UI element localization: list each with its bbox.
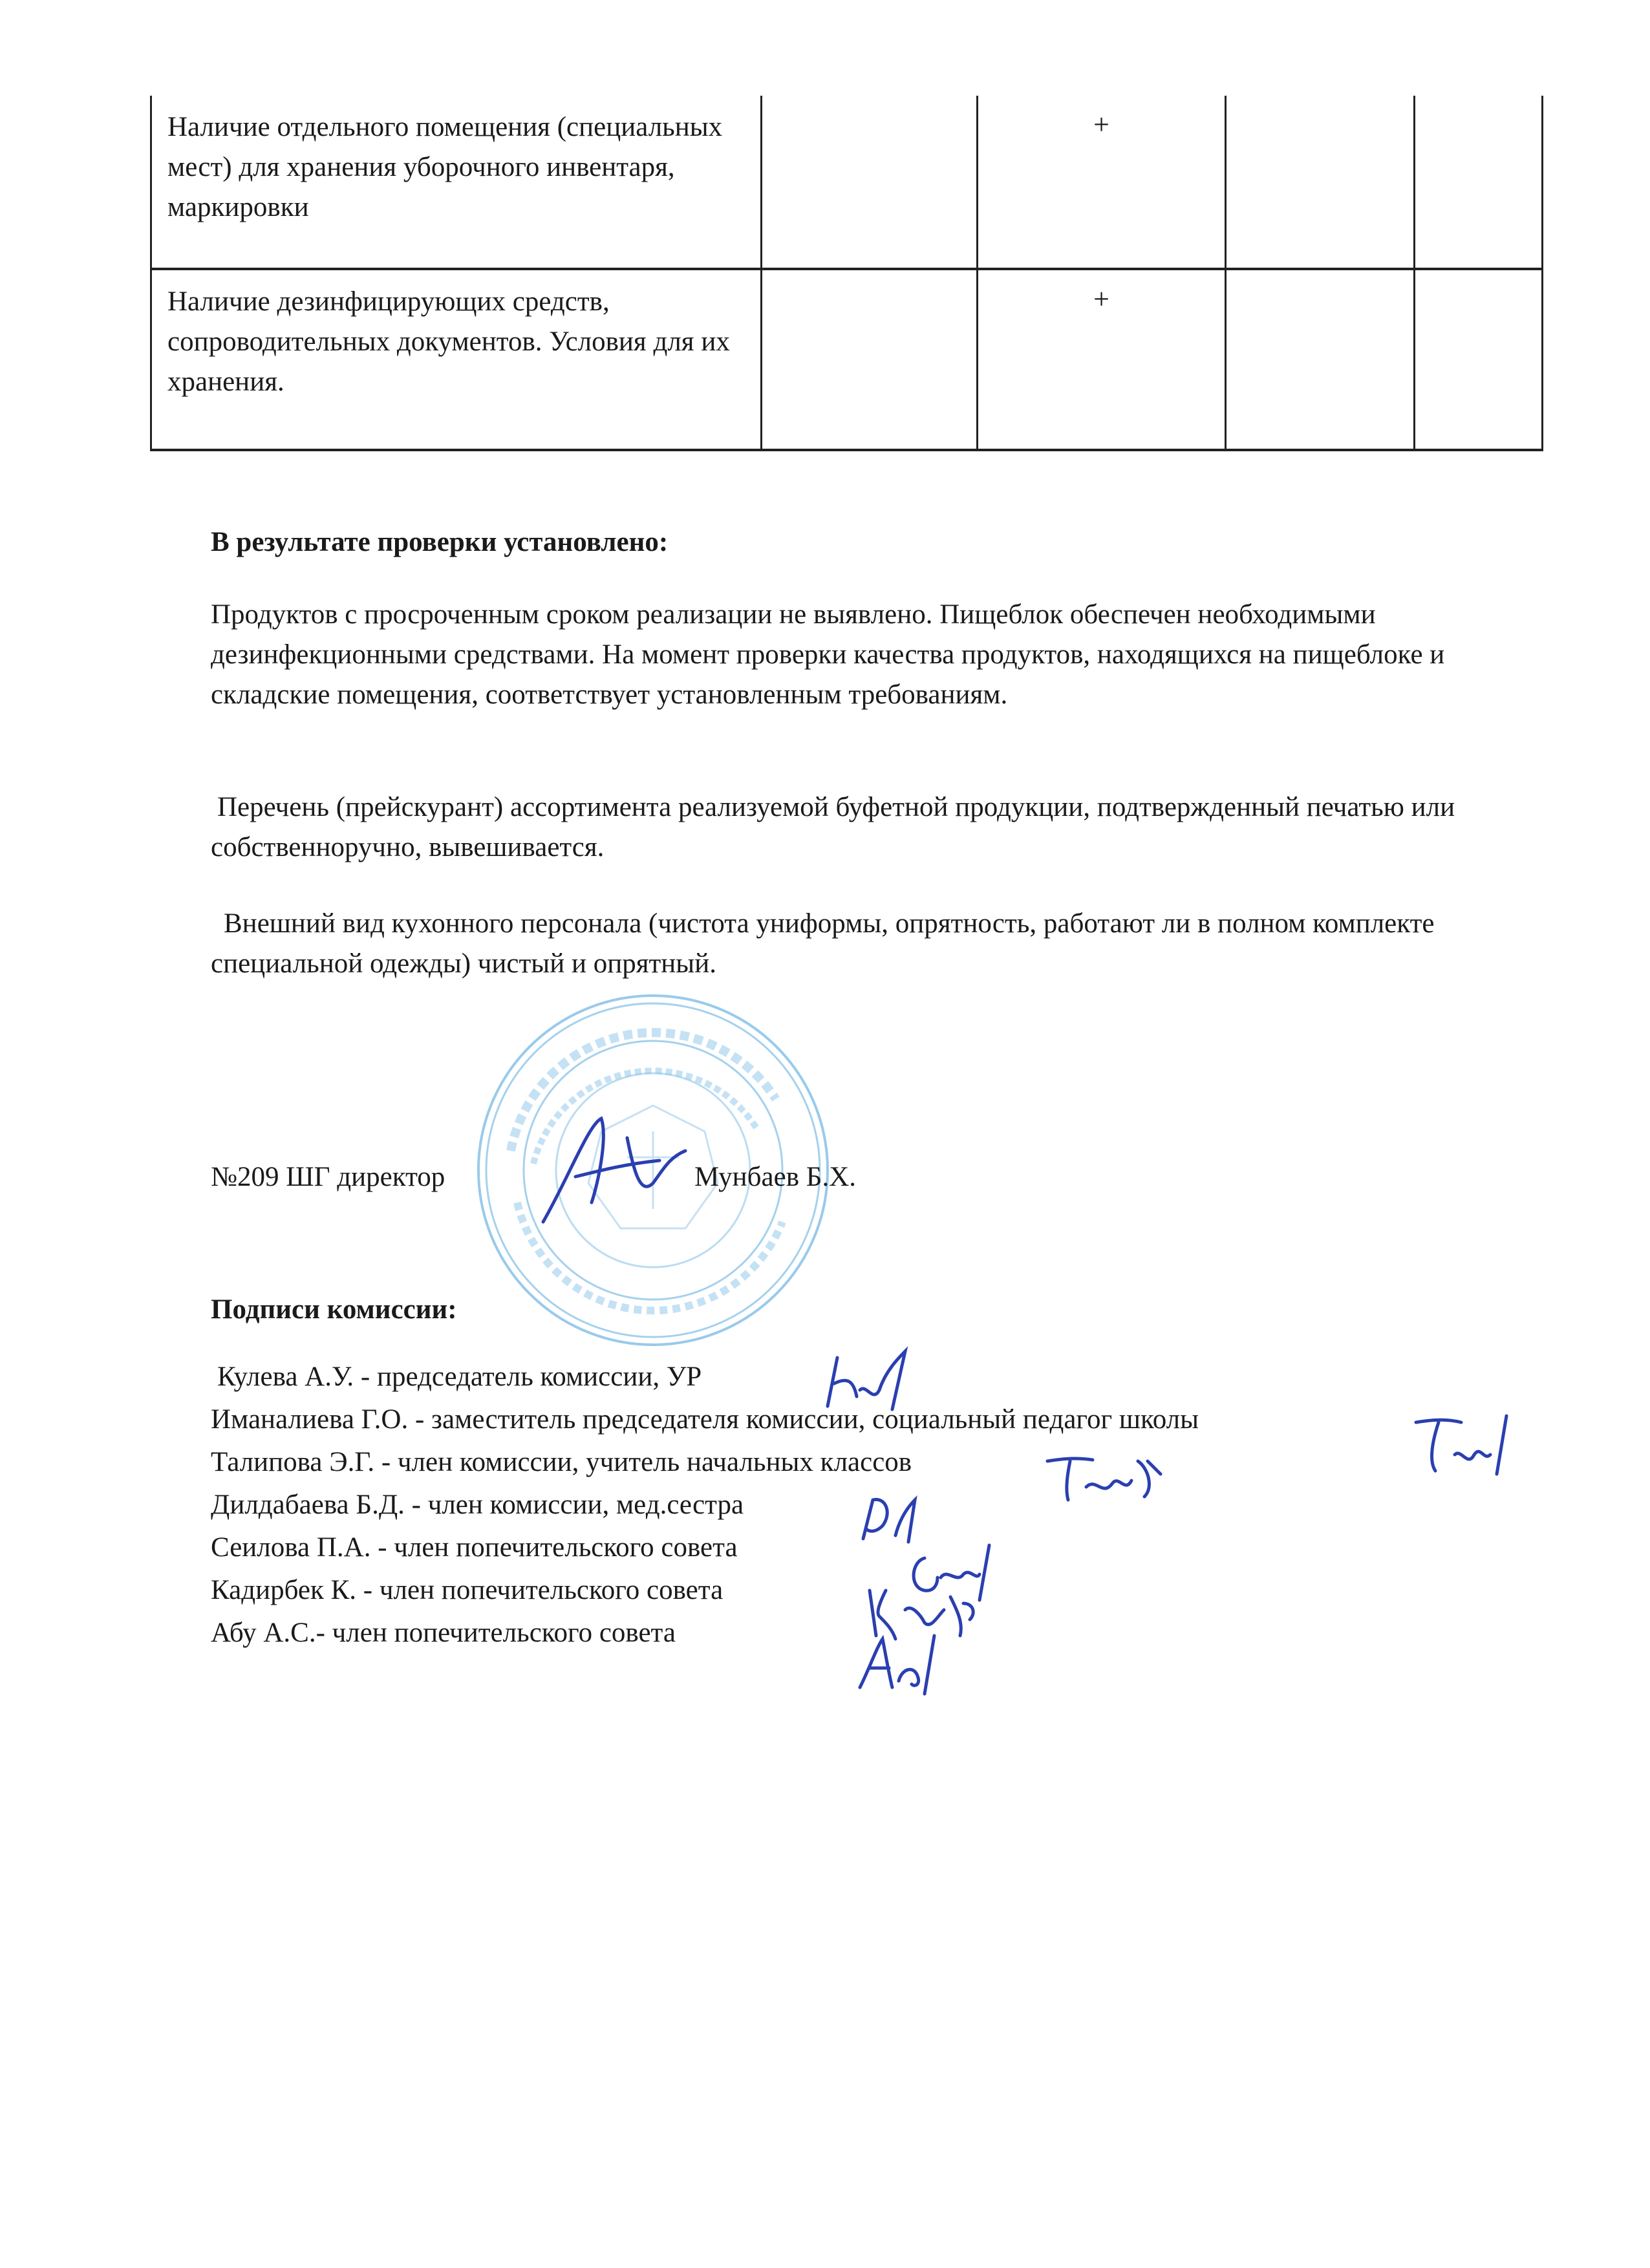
- empty-cell: [1415, 96, 1543, 269]
- result-heading: В результате проверки установлено:: [211, 527, 669, 557]
- table-row: [151, 269, 1543, 450]
- mark-cell: [978, 96, 1226, 269]
- member-signature: [1041, 1448, 1164, 1506]
- member-signature: [853, 1629, 944, 1700]
- empty-cell: [762, 269, 978, 450]
- member-signature: [1409, 1409, 1519, 1481]
- empty-cell: [1415, 269, 1543, 450]
- director-name: Мунбаев Б.Х.: [694, 1162, 857, 1192]
- plus-mark: +: [1093, 283, 1109, 315]
- commission-member: Дилдабаева Б.Д. - член комиссии, мед.сестра: [211, 1490, 744, 1520]
- empty-cell: [762, 96, 978, 269]
- mark-cell: [978, 269, 1226, 450]
- criterion-cell: [151, 269, 762, 450]
- commission-member: Сеилова П.А. - член попечительского совета: [211, 1532, 738, 1563]
- empty-cell: [1226, 269, 1415, 450]
- empty-cell: [1226, 96, 1415, 269]
- commission-member: Кадирбек К. - член попечительского совета: [211, 1575, 723, 1605]
- director-signature: [530, 1099, 698, 1235]
- member-signature: [853, 1487, 925, 1545]
- criterion-text: Наличие дезинфицирующих средств, сопроводительных документов. Условия для их хранения.: [167, 286, 730, 397]
- plus-mark: +: [1093, 109, 1109, 140]
- commission-member: Абу А.С.- член попечительского совета: [211, 1618, 676, 1648]
- inspection-table: [150, 96, 1543, 451]
- table-row: [151, 96, 1543, 269]
- commission-member: Иманалиева Г.О. - заместитель председателя комиссии, социальный педагог школы: [211, 1404, 1199, 1435]
- member-signature: [821, 1345, 912, 1416]
- result-paragraph: Внешний вид кухонного персонала (чистота униформы, опрятность, работают ли в полном комплекте специальной одежды) чистый и опрятный.: [211, 908, 1435, 979]
- director-label: №209 ШГ директор: [211, 1162, 445, 1192]
- commission-heading: Подписи комиссии:: [211, 1294, 457, 1325]
- result-paragraph: Перечень (прейскурант) ассортимента реализуемой буфетной продукции, подтвержденный печатью или собственноручно, вывешивается.: [211, 792, 1455, 862]
- commission-member: Кулева А.У. - председатель комиссии, УР: [217, 1362, 702, 1392]
- commission-member: Талипова Э.Г. - член комиссии, учитель начальных классов: [211, 1447, 912, 1477]
- criterion-text: Наличие отдельного помещения (специальных мест) для хранения уборочного инвентаря, маркировки: [167, 112, 723, 222]
- result-paragraph: Продуктов с просроченным сроком реализации не выявлено. Пищеблок обеспечен необходимыми дезинфекционными средствами. На момент проверки качества продуктов, находящихся на пищеблоке и складские помещения, соответствует установленным требованиям.: [211, 599, 1445, 710]
- criterion-cell: [151, 96, 762, 269]
